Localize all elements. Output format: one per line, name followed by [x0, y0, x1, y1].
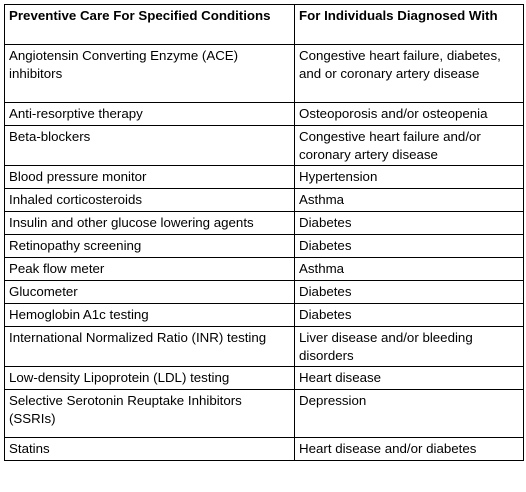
care-cell: Inhaled corticosteroids	[5, 189, 295, 212]
condition-cell: Depression	[295, 390, 524, 438]
column-header-preventive-care: Preventive Care For Specified Conditions	[5, 5, 295, 45]
care-cell: Angiotensin Converting Enzyme (ACE) inhibitors	[5, 45, 295, 103]
condition-cell: Diabetes	[295, 212, 524, 235]
condition-cell: Liver disease and/or bleeding disorders	[295, 327, 524, 367]
care-cell: Retinopathy screening	[5, 235, 295, 258]
condition-cell: Diabetes	[295, 281, 524, 304]
condition-cell: Heart disease	[295, 367, 524, 390]
table-row	[5, 327, 524, 367]
care-cell: Blood pressure monitor	[5, 166, 295, 189]
condition-cell: Heart disease and/or diabetes	[295, 438, 524, 461]
care-cell: Low-density Lipoprotein (LDL) testing	[5, 367, 295, 390]
table-row	[5, 367, 524, 390]
condition-cell: Osteoporosis and/or osteopenia	[295, 103, 524, 126]
table-row	[5, 281, 524, 304]
table-row	[5, 103, 524, 126]
condition-cell: Congestive heart failure, diabetes, and or coronary artery disease	[295, 45, 524, 103]
column-header-diagnosed-with: For Individuals Diagnosed With	[295, 5, 524, 45]
table-row	[5, 235, 524, 258]
care-cell: Peak flow meter	[5, 258, 295, 281]
condition-cell: Hypertension	[295, 166, 524, 189]
care-cell: Insulin and other glucose lowering agents	[5, 212, 295, 235]
condition-cell: Asthma	[295, 258, 524, 281]
care-cell: International Normalized Ratio (INR) testing	[5, 327, 295, 367]
care-cell: Hemoglobin A1c testing	[5, 304, 295, 327]
care-cell: Glucometer	[5, 281, 295, 304]
table-row	[5, 166, 524, 189]
table-row	[5, 258, 524, 281]
table-header-row	[5, 5, 524, 45]
condition-cell: Diabetes	[295, 304, 524, 327]
table-row	[5, 390, 524, 438]
care-cell: Selective Serotonin Reuptake Inhibitors (SSRIs)	[5, 390, 295, 438]
condition-cell: Congestive heart failure and/or coronary artery disease	[295, 126, 524, 166]
table-row	[5, 45, 524, 103]
table-row	[5, 126, 524, 166]
table-row	[5, 189, 524, 212]
care-cell: Beta-blockers	[5, 126, 295, 166]
condition-cell: Asthma	[295, 189, 524, 212]
table-row	[5, 212, 524, 235]
preventive-care-table	[4, 4, 524, 461]
care-cell: Statins	[5, 438, 295, 461]
table-row	[5, 304, 524, 327]
care-cell: Anti-resorptive therapy	[5, 103, 295, 126]
condition-cell: Diabetes	[295, 235, 524, 258]
table-row	[5, 438, 524, 461]
